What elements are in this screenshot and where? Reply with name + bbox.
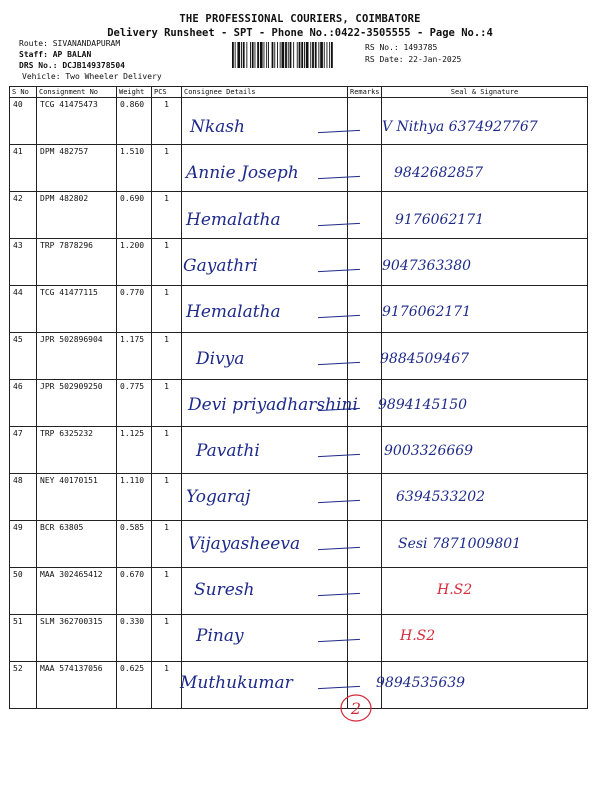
seal-signature: 9176062171 bbox=[382, 304, 472, 321]
barcode-bar bbox=[312, 42, 314, 68]
consignee-signature: Yogaraj bbox=[186, 487, 251, 508]
drs-line bbox=[19, 61, 125, 70]
remarks-cell bbox=[348, 521, 382, 568]
barcode-bar bbox=[331, 42, 333, 68]
weight-cell: 1.200 bbox=[117, 239, 152, 286]
barcode-bar bbox=[243, 42, 245, 68]
seal-signature: H.S2 bbox=[437, 582, 473, 598]
sno-cell: 42 bbox=[10, 192, 37, 239]
seal-signature: 9894145150 bbox=[378, 396, 468, 413]
table-row bbox=[10, 333, 588, 380]
seal-signature: 9884509467 bbox=[380, 350, 470, 367]
column-header: Consignee Details bbox=[182, 87, 348, 98]
remarks-cell bbox=[348, 427, 382, 474]
barcode-bar bbox=[268, 42, 269, 68]
barcode-bar bbox=[272, 42, 274, 68]
barcode-bar bbox=[310, 42, 311, 68]
consignment-cell: TCG 41477115 bbox=[37, 286, 117, 333]
page-mark-number: 2 bbox=[350, 699, 362, 718]
rs-no-value: 1493785 bbox=[403, 43, 438, 52]
consignment-cell: DPM 482757 bbox=[37, 145, 117, 192]
rs-date-label: RS Date: bbox=[365, 55, 404, 64]
table-header-row bbox=[10, 87, 588, 98]
sno-cell: 45 bbox=[10, 333, 37, 380]
barcode-bar bbox=[315, 42, 317, 68]
sno-cell: 43 bbox=[10, 239, 37, 286]
consignee-signature: Pinay bbox=[196, 626, 244, 647]
barcode-bar bbox=[301, 42, 303, 68]
pcs-cell: 1 bbox=[152, 98, 182, 145]
column-header: PCS bbox=[152, 87, 182, 98]
pcs-cell: 1 bbox=[152, 239, 182, 286]
rs-no-line bbox=[365, 43, 437, 52]
rs-date-value: 22-Jan-2025 bbox=[408, 55, 462, 64]
sno-cell: 47 bbox=[10, 427, 37, 474]
barcode-bar bbox=[246, 42, 247, 68]
table-row bbox=[10, 568, 588, 615]
seal-signature: 9894535639 bbox=[376, 674, 466, 691]
consignment-cell: NEY 40170151 bbox=[37, 474, 117, 521]
weight-cell: 0.625 bbox=[117, 662, 152, 709]
barcode-bar bbox=[299, 42, 301, 68]
consignment-cell: BCR 63805 bbox=[37, 521, 117, 568]
table-row bbox=[10, 474, 588, 521]
remarks-cell bbox=[348, 333, 382, 380]
weight-cell: 1.125 bbox=[117, 427, 152, 474]
consignee-signature: Suresh bbox=[194, 580, 255, 600]
consignment-cell: JPR 502896904 bbox=[37, 333, 117, 380]
remarks-cell bbox=[348, 239, 382, 286]
barcode bbox=[232, 42, 360, 68]
pcs-cell: 1 bbox=[152, 145, 182, 192]
remarks-cell bbox=[348, 568, 382, 615]
sno-cell: 52 bbox=[10, 662, 37, 709]
barcode-bar bbox=[327, 42, 328, 68]
barcode-bar bbox=[260, 42, 263, 68]
vehicle-line bbox=[22, 72, 162, 81]
consignee-signature: Pavathi bbox=[196, 441, 260, 462]
consignment-cell: JPR 502909250 bbox=[37, 380, 117, 427]
barcode-bar bbox=[235, 42, 236, 68]
consignee-signature: Nkash bbox=[190, 117, 245, 137]
weight-cell: 0.860 bbox=[117, 98, 152, 145]
table-row bbox=[10, 427, 588, 474]
remarks-cell bbox=[348, 615, 382, 662]
column-header: Weight bbox=[117, 87, 152, 98]
remarks-cell bbox=[348, 474, 382, 521]
remarks-cell bbox=[348, 98, 382, 145]
seal-signature: Sesi 7871009801 bbox=[398, 535, 522, 552]
barcode-bar bbox=[280, 42, 281, 68]
sno-cell: 44 bbox=[10, 286, 37, 333]
column-header: S No bbox=[10, 87, 37, 98]
sno-cell: 40 bbox=[10, 98, 37, 145]
runsheet-title: Delivery Runsheet - SPT - Phone No.:0422-3505555 - Page No.:4 bbox=[107, 27, 493, 39]
vehicle-value: Two Wheeler Delivery bbox=[65, 72, 162, 81]
weight-cell: 0.670 bbox=[117, 568, 152, 615]
barcode-bar bbox=[277, 42, 278, 68]
barcode-bar bbox=[282, 42, 285, 68]
barcode-bar bbox=[306, 42, 309, 68]
weight-cell: 0.770 bbox=[117, 286, 152, 333]
barcode-bar bbox=[318, 42, 319, 68]
weight-cell: 0.690 bbox=[117, 192, 152, 239]
seal-signature: 9003326669 bbox=[384, 443, 474, 460]
drs-label: DRS No.: bbox=[19, 61, 58, 70]
weight-cell: 0.775 bbox=[117, 380, 152, 427]
pcs-cell: 1 bbox=[152, 380, 182, 427]
weight-cell: 0.330 bbox=[117, 615, 152, 662]
pcs-cell: 1 bbox=[152, 192, 182, 239]
weight-cell: 1.510 bbox=[117, 145, 152, 192]
staff-line bbox=[19, 50, 91, 59]
remarks-cell bbox=[348, 145, 382, 192]
consignee-signature: Hemalatha bbox=[186, 302, 281, 323]
barcode-bar bbox=[274, 42, 275, 68]
barcode-bar bbox=[290, 42, 292, 68]
weight-cell: 0.585 bbox=[117, 521, 152, 568]
weight-cell: 1.175 bbox=[117, 333, 152, 380]
pcs-cell: 1 bbox=[152, 474, 182, 521]
column-header: Seal & Signature bbox=[382, 87, 588, 98]
consignee-signature: Gayathri bbox=[183, 255, 258, 276]
consignment-cell: DPM 482802 bbox=[37, 192, 117, 239]
barcode-bar bbox=[264, 42, 265, 68]
barcode-bar bbox=[255, 42, 256, 68]
barcode-bar bbox=[257, 42, 259, 68]
pcs-cell: 1 bbox=[152, 333, 182, 380]
barcode-bar bbox=[324, 42, 325, 68]
barcode-bar bbox=[252, 42, 254, 68]
pcs-cell: 1 bbox=[152, 521, 182, 568]
remarks-cell bbox=[348, 192, 382, 239]
barcode-bar bbox=[237, 42, 240, 68]
consignee-signature: Vijayasheeva bbox=[188, 533, 301, 554]
seal-signature: 6394533202 bbox=[396, 489, 486, 506]
staff-value: AP BALAN bbox=[52, 50, 92, 59]
seal-cell bbox=[382, 568, 588, 615]
sno-cell: 48 bbox=[10, 474, 37, 521]
sno-cell: 49 bbox=[10, 521, 37, 568]
barcode-bar bbox=[297, 42, 298, 68]
table-row bbox=[10, 286, 588, 333]
route-line bbox=[19, 39, 120, 48]
consignee-signature: Devi priyadharshini bbox=[188, 394, 358, 415]
weight-cell: 1.110 bbox=[117, 474, 152, 521]
column-header: Consignment No bbox=[37, 87, 117, 98]
staff-label: Staff: bbox=[19, 50, 48, 59]
pcs-cell: 1 bbox=[152, 615, 182, 662]
sno-cell: 41 bbox=[10, 145, 37, 192]
sno-cell: 51 bbox=[10, 615, 37, 662]
barcode-bar bbox=[241, 42, 242, 68]
consignment-cell: SLM 362700315 bbox=[37, 615, 117, 662]
consignment-cell: MAA 302465412 bbox=[37, 568, 117, 615]
company-name: THE PROFESSIONAL COURIERS, COIMBATORE bbox=[179, 13, 421, 25]
seal-signature: 9842682857 bbox=[394, 165, 484, 182]
rs-no-label: RS No.: bbox=[365, 43, 399, 52]
consignee-signature: Hemalatha bbox=[186, 209, 281, 230]
pcs-cell: 1 bbox=[152, 662, 182, 709]
barcode-bar bbox=[250, 42, 251, 68]
consignee-signature: Annie Joseph bbox=[186, 163, 299, 184]
barcode-bar bbox=[266, 42, 267, 68]
seal-signature: V Nithya 6374927767 bbox=[382, 119, 538, 135]
barcode-bar bbox=[304, 42, 305, 68]
pcs-cell: 1 bbox=[152, 568, 182, 615]
barcode-bar bbox=[320, 42, 323, 68]
route-label: Route: bbox=[19, 39, 48, 48]
table-row bbox=[10, 662, 588, 709]
column-header: Remarks bbox=[348, 87, 382, 98]
barcode-bar bbox=[285, 42, 287, 68]
seal-signature: 9176062171 bbox=[395, 211, 485, 228]
barcode-bar bbox=[232, 42, 234, 68]
seal-signature: H.S2 bbox=[400, 628, 436, 645]
sno-cell: 50 bbox=[10, 568, 37, 615]
barcode-bar bbox=[293, 42, 294, 68]
page-mark-circle bbox=[337, 690, 375, 726]
sno-cell: 46 bbox=[10, 380, 37, 427]
table-row bbox=[10, 239, 588, 286]
consignment-cell: TRP 6325232 bbox=[37, 427, 117, 474]
vehicle-label: Vehicle: bbox=[22, 72, 61, 81]
rs-date-line bbox=[365, 55, 461, 64]
consignee-signature: Divya bbox=[196, 348, 245, 369]
consignment-cell: TRP 7878296 bbox=[37, 239, 117, 286]
pcs-cell: 1 bbox=[152, 427, 182, 474]
consignment-cell: TCG 41475473 bbox=[37, 98, 117, 145]
pcs-cell: 1 bbox=[152, 286, 182, 333]
barcode-bar bbox=[288, 42, 289, 68]
barcode-bar bbox=[329, 42, 330, 68]
consignment-cell: MAA 574137056 bbox=[37, 662, 117, 709]
remarks-cell bbox=[348, 286, 382, 333]
drs-value: DCJB149378504 bbox=[62, 61, 125, 70]
table-row bbox=[10, 192, 588, 239]
table-row bbox=[10, 615, 588, 662]
route-value: SIVANANDAPURAM bbox=[52, 39, 121, 48]
consignee-signature: Muthukumar bbox=[180, 672, 293, 693]
seal-signature: 9047363380 bbox=[382, 257, 472, 274]
